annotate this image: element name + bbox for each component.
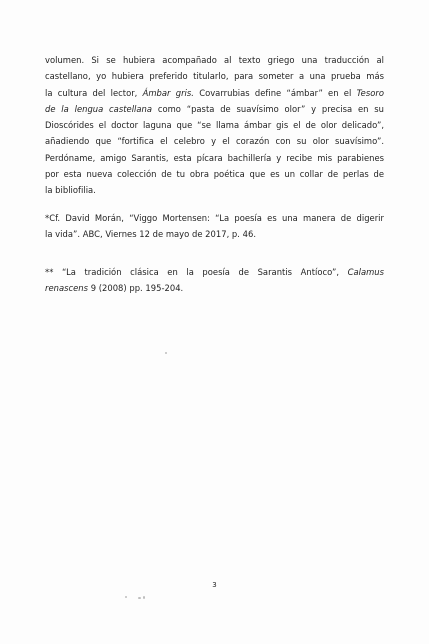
text-line: añadiendo que “fortifica el celebro y el corazón con su olor suavísimo”. <box>45 136 384 147</box>
text-line: la bibliofilia. <box>45 185 96 196</box>
footnote-1 <box>45 210 384 243</box>
italic-title: Tesoro <box>356 87 384 98</box>
footnote-line: *Cf. David Morán, “Viggo Mortensen: “La poesía es una manera de digerir <box>45 213 384 223</box>
text-run: ** “La tradición clásica en la poesía de Sarantis Antíoco”, <box>45 267 348 277</box>
scan-speck <box>165 352 167 354</box>
footnote-2 <box>45 264 384 297</box>
italic-title: renascens <box>45 283 89 294</box>
footnote-line <box>45 264 384 280</box>
footnote-line <box>45 280 384 296</box>
italic-title: Ámbar gris. <box>142 87 194 98</box>
page-number: 3 <box>212 581 217 589</box>
scan-speck <box>125 596 127 598</box>
text-run: 9 (2008) pp. 195-204. <box>88 283 184 294</box>
italic-title: Calamus <box>347 267 384 277</box>
text-run: Covarrubias define “ámbar” en el <box>193 87 357 98</box>
text-line: volumen. Si se hubiera acompañado al texto griego una traducción al <box>45 55 384 65</box>
text-line <box>45 85 384 101</box>
footnote-line: la vida”. ABC, Viernes 12 de mayo de 2017, p. 46. <box>45 229 257 240</box>
scan-speck <box>143 596 145 599</box>
scan-speck <box>138 597 141 599</box>
italic-title: de la lengua castellana <box>45 103 153 114</box>
text-line: por esta nueva colección de tu obra poética que es un collar de perlas de <box>45 169 384 180</box>
text-line: Perdóname, amigo Sarantis, esta pícara bachillería y recibe mis parabienes <box>45 152 384 163</box>
text-run: la cultura del lector, <box>45 87 143 98</box>
body-paragraph <box>45 52 384 199</box>
text-run: como “pasta de suavísimo olor” y precisa en su <box>152 103 384 114</box>
text-line: castellano, yo hubiera preferido titularlo, para someter a una prueba más <box>45 71 384 82</box>
text-line <box>45 101 384 117</box>
text-line: Dioscórides el doctor laguna que “se llama ámbar gis el de olor delicado”, <box>45 120 384 131</box>
